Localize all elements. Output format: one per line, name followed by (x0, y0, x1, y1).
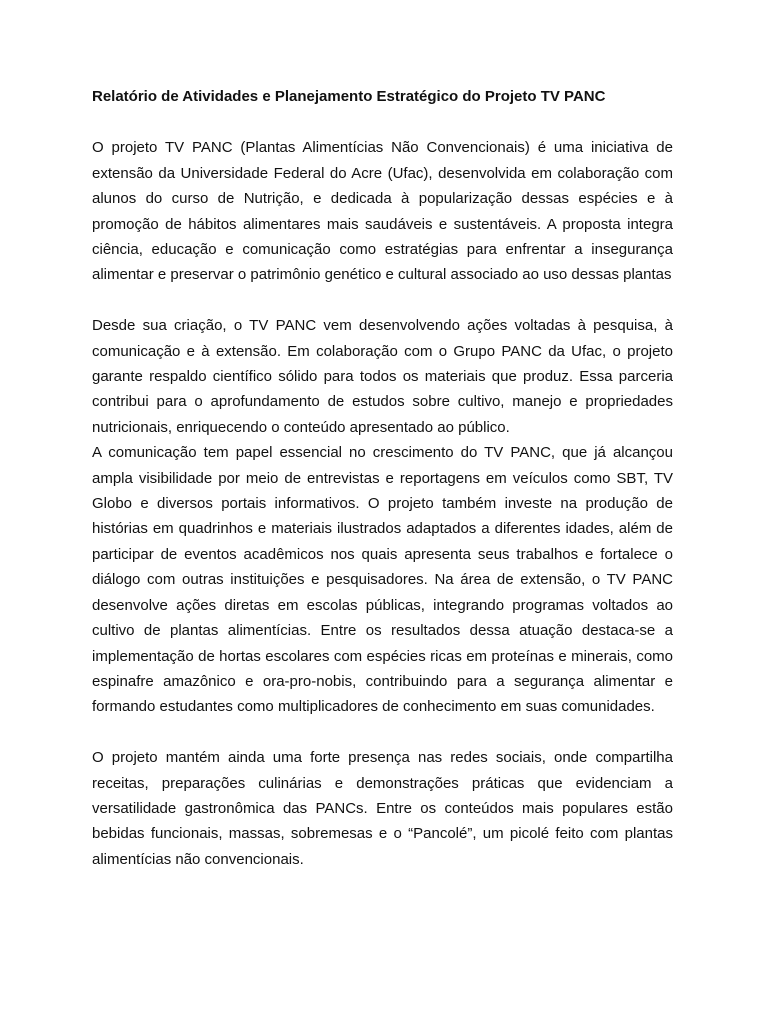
paragraph-spacer (92, 720, 673, 745)
document-title: Relatório de Atividades e Planejamento Estratégico do Projeto TV PANC (92, 88, 606, 105)
paragraph-creation: Desde sua criação, o TV PANC vem desenvolvendo ações voltadas à pesquisa, à comunicação e à extensão. Em colaboração com o Grupo PANC da Ufac, o projeto garante respaldo científico sólido para todos os materiais que produz. Essa parceria contribui para o aprofundamento de estudos sobre cultivo, manejo e propriedades nutricionais, enriquecendo o conteúdo apresentado ao público. (92, 317, 673, 436)
document-body (92, 84, 673, 872)
paragraph-communication: A comunicação tem papel essencial no crescimento do TV PANC, que já alcançou ampla visibilidade por meio de entrevistas e reportagens em veículos como SBT, TV Globo e diversos portais informativos. O projeto também investe na produção de histórias em quadrinhos e materiais ilustrados adaptados a diferentes idades, além de participar de eventos acadêmicos nos quais apresenta seus trabalhos e fortalece o diálogo com outras instituições e pesquisadores. Na área de extensão, o TV PANC desenvolve ações diretas em escolas públicas, integrando programas voltados ao cultivo de plantas alimentícias. Entre os resultados dessa atuação destaca-se a implementação de hortas escolares com espécies ricas em proteínas e minerais, como espinafre amazônico e ora-pro-nobis, contribuindo para a segurança alimentar e formando estudantes como multiplicadores de conhecimento em suas comunidades. (92, 444, 673, 716)
paragraph-intro: O projeto TV PANC (Plantas Alimentícias Não Convencionais) é uma iniciativa de extensão da Universidade Federal do Acre (Ufac), desenvolvida em colaboração com alunos do curso de Nutrição, e dedicada à popularização dessas espécies e à promoção de hábitos alimentares mais saudáveis e sustentáveis. A proposta integra ciência, educação e comunicação como estratégias para enfrentar a insegurança alimentar e preservar o patrimônio genético e cultural associado ao uso dessas plantas (92, 139, 673, 284)
paragraph-spacer (92, 288, 673, 313)
paragraph-social-media: O projeto mantém ainda uma forte presença nas redes sociais, onde compartilha receitas, preparações culinárias e demonstrações práticas que evidenciam a versatilidade gastronômica das PANCs. Entre os conteúdos mais populares estão bebidas funcionais, massas, sobremesas e o “Pancolé”, um picolé feito com plantas alimentícias não convencionais. (92, 749, 673, 868)
